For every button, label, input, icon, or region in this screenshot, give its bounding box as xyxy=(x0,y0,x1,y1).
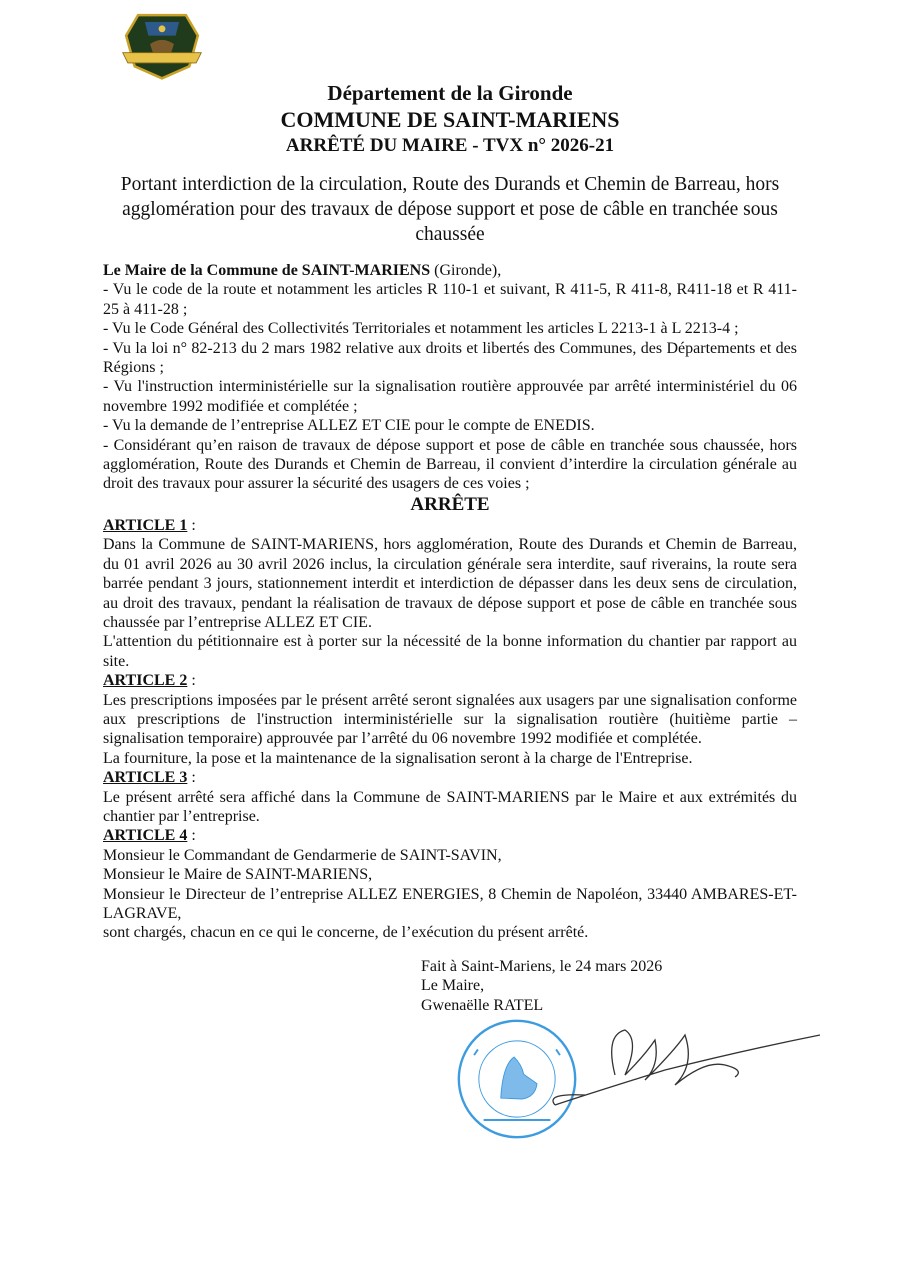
preamble-item: - Vu le code de la route et notamment les articles R 110-1 et suivant, R 411-5, R 411-8, R411-18 et R 411-25 à 411-28 ; xyxy=(103,281,797,318)
arrete-heading: ARRÊTE xyxy=(410,493,490,515)
arrete-number: ARRÊTÉ DU MAIRE - TVX n° 2026-21 xyxy=(285,135,615,156)
article-heading: ARTICLE 3 : xyxy=(103,769,196,787)
article-heading: ARTICLE 2 : xyxy=(103,672,196,690)
article-paragraph: La fourniture, la pose et la maintenance de la signalisation seront à la charge de l'Entreprise. xyxy=(103,749,693,767)
stamp-and-signature xyxy=(455,1015,835,1145)
preamble-intro xyxy=(103,261,797,280)
preamble-item: - Considérant qu’en raison de travaux de dépose support et pose de câble en tranchée sous chaussée, hors agglomération, Route des Durands et Chemin de Barreau, il convient d’interdire la circulation générale au droit des travaux pour assurer la sécurité des usagers de ces voies ; xyxy=(103,436,797,493)
article-paragraph: Le présent arrêté sera affiché dans la Commune de SAINT-MARIENS par le Maire et aux extrémités du chantier par l’entreprise. xyxy=(103,788,797,825)
article-paragraph: sont chargés, chacun en ce qui le concerne, de l’exécution du présent arrêté. xyxy=(103,924,589,942)
article-paragraph: Les prescriptions imposées par le présent arrêté seront signalées aux usagers par une signalisation conforme aux prescriptions de l'instruction interministérielle sur la signalisation routière (huitième partie – signalisation temporaire) approuvée par l’arrêté du 06 novembre 1992 modifiée et complétée. xyxy=(103,691,797,748)
preamble-item: - Vu l'instruction interministérielle sur la signalisation routière approuvée par arrêté interministériel du 06 novembre 1992 modifiée et complétée ; xyxy=(103,378,797,415)
document-body xyxy=(103,261,797,943)
department-title: Département de la Gironde xyxy=(327,81,573,105)
article-heading: ARTICLE 1 : xyxy=(103,516,196,534)
maire-label: Le Maire de la Commune de SAINT-MARIENS xyxy=(103,262,431,279)
place-date: Fait à Saint-Mariens, le 24 mars 2026 xyxy=(421,957,663,975)
article-paragraph: Monsieur le Directeur de l’entreprise ALLEZ ENERGIES, 8 Chemin de Napoléon, 33440 AMBARES-ET-LAGRAVE, xyxy=(103,885,797,922)
signer-role: Le Maire, xyxy=(421,977,485,995)
signature-block xyxy=(421,957,900,1015)
signer-name: Gwenaëlle RATEL xyxy=(421,996,544,1014)
article-paragraph: L'attention du pétitionnaire est à porter sur la nécessité de la bonne information du chantier par rapport au site. xyxy=(103,633,797,670)
preamble-item: - Vu la loi n° 82-213 du 2 mars 1982 relative aux droits et libertés des Communes, des Départements et des Régions ; xyxy=(103,339,797,377)
handwritten-signature xyxy=(545,1015,825,1115)
article-heading: ARTICLE 4 : xyxy=(103,827,196,845)
article-paragraph: Monsieur le Maire de SAINT-MARIENS, xyxy=(103,866,373,884)
commune-title: COMMUNE DE SAINT-MARIENS xyxy=(280,107,620,132)
article-paragraph: Dans la Commune de SAINT-MARIENS, hors agglomération, Route des Durands et Chemin de Barreau, du 01 avril 2026 au 30 avril 2026 inclus, la circulation générale sera interdite, sauf riverains, la route sera barrée pendant 3 jours, stationnement interdit et interdiction de dépasser dans les deux sens de circulation, au droit des travaux, pendant la réalisation de travaux de dépose support et pose de câble en tranchée sous chaussée par l’entreprise ALLEZ ET CIE. xyxy=(103,536,797,631)
article-paragraph: Monsieur le Commandant de Gendarmerie de SAINT-SAVIN, xyxy=(103,846,502,864)
arrete-subject: Portant interdiction de la circulation, Route des Durands et Chemin de Barreau, hors agglomération pour des travaux de dépose support et pose de câble en tranchée sous chaussée xyxy=(120,174,780,245)
preamble-item: - Vu le Code Général des Collectivités Territoriales et notamment les articles L 2213-1 à L 2213-4 ; xyxy=(103,320,739,338)
preamble-item: - Vu la demande de l’entreprise ALLEZ ET CIE pour le compte de ENEDIS. xyxy=(103,417,595,435)
maire-location: (Gironde), xyxy=(430,262,502,279)
commune-logo xyxy=(112,10,212,80)
